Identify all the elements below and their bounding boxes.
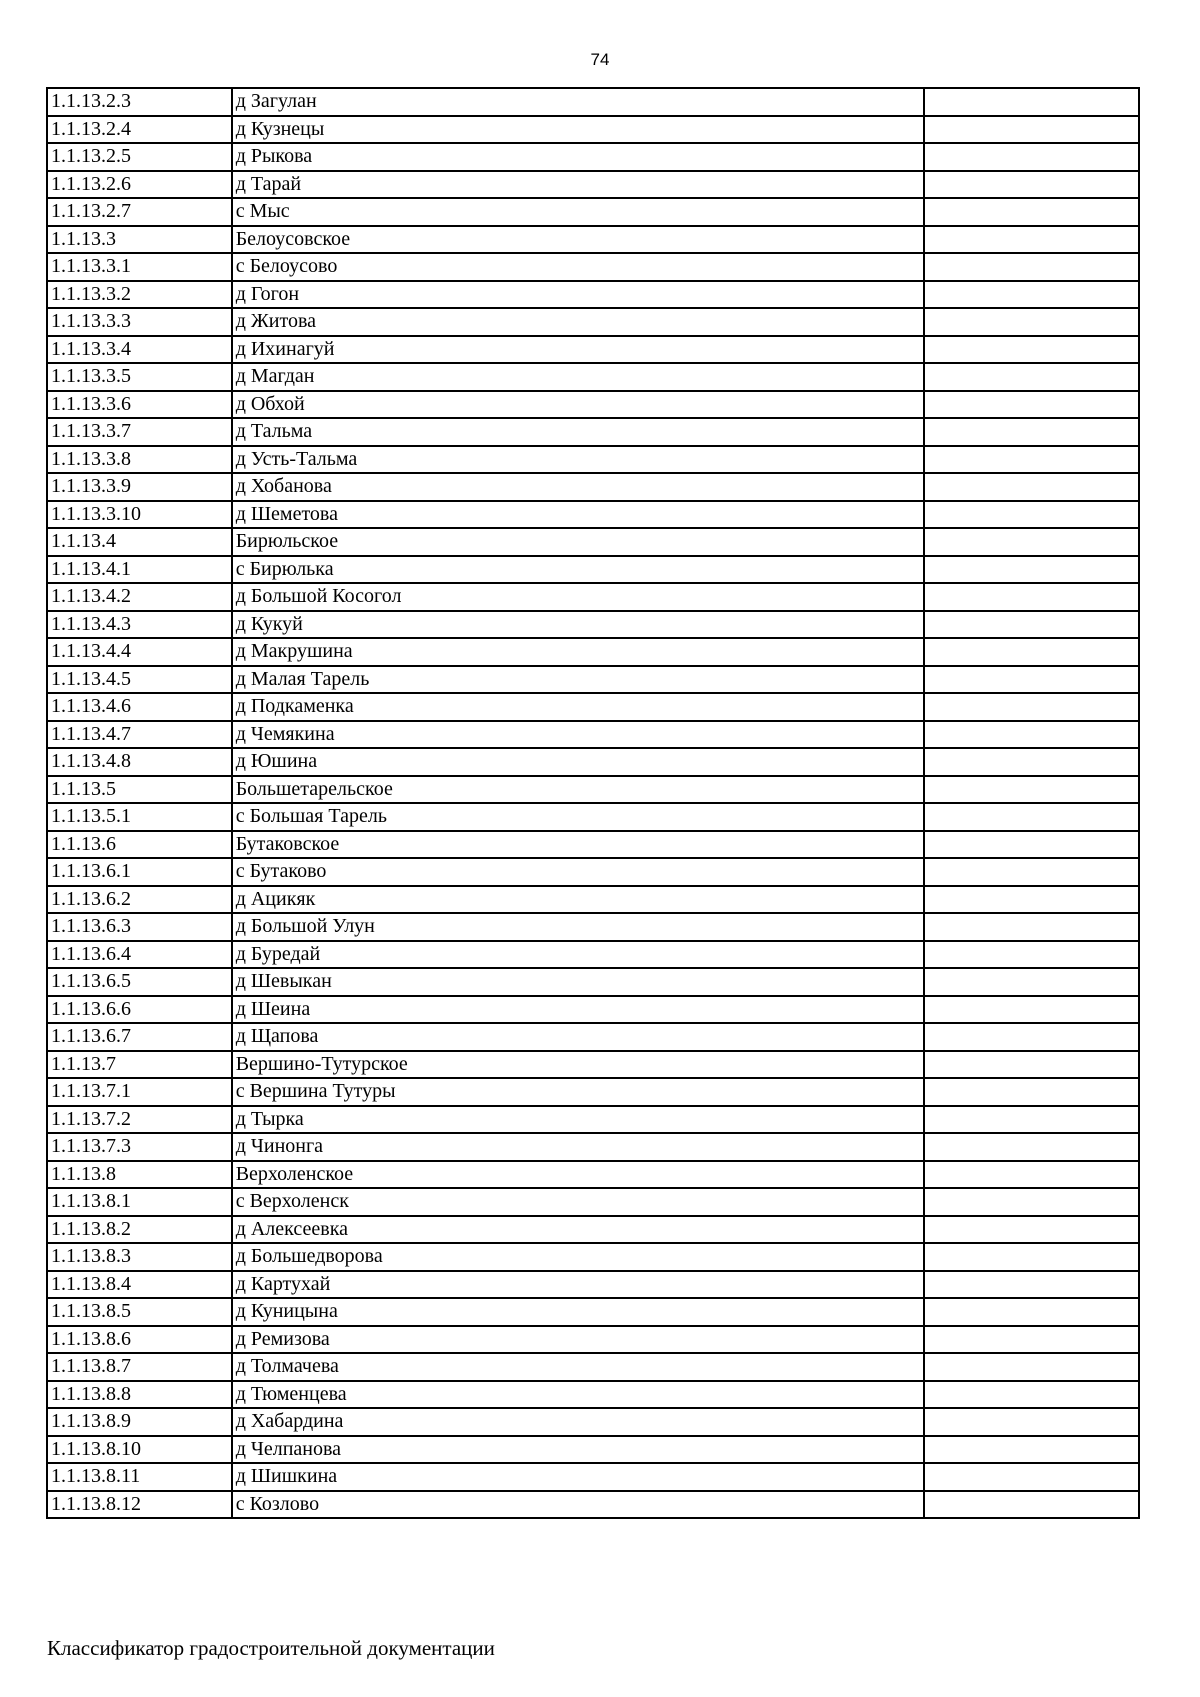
empty-cell	[924, 803, 1139, 831]
empty-cell	[924, 858, 1139, 886]
name-cell: с Бутаково	[232, 858, 924, 886]
empty-cell	[924, 1271, 1139, 1299]
name-cell: д Шеина	[232, 996, 924, 1024]
code-cell: 1.1.13.2.6	[47, 171, 232, 199]
empty-cell	[924, 1051, 1139, 1079]
code-cell: 1.1.13.7.1	[47, 1078, 232, 1106]
table-row	[47, 1161, 1139, 1189]
empty-cell	[924, 1133, 1139, 1161]
code-cell: 1.1.13.7.2	[47, 1106, 232, 1134]
name-cell: с Большая Тарель	[232, 803, 924, 831]
empty-cell	[924, 748, 1139, 776]
empty-cell	[924, 1216, 1139, 1244]
table-row	[47, 1353, 1139, 1381]
name-cell: д Большой Косогол	[232, 583, 924, 611]
code-cell: 1.1.13.3.2	[47, 281, 232, 309]
empty-cell	[924, 253, 1139, 281]
code-cell: 1.1.13.3.7	[47, 418, 232, 446]
empty-cell	[924, 721, 1139, 749]
table-row	[47, 226, 1139, 254]
name-cell: д Картухай	[232, 1271, 924, 1299]
empty-cell	[924, 1298, 1139, 1326]
table-row	[47, 473, 1139, 501]
name-cell: Белоусовское	[232, 226, 924, 254]
code-cell: 1.1.13.8	[47, 1161, 232, 1189]
name-cell: д Большой Улун	[232, 913, 924, 941]
empty-cell	[924, 941, 1139, 969]
empty-cell	[924, 693, 1139, 721]
empty-cell	[924, 418, 1139, 446]
empty-cell	[924, 446, 1139, 474]
empty-cell	[924, 88, 1139, 116]
empty-cell	[924, 638, 1139, 666]
name-cell: Вершино-Тутурское	[232, 1051, 924, 1079]
name-cell: д Тюменцева	[232, 1381, 924, 1409]
empty-cell	[924, 886, 1139, 914]
name-cell: д Хобанова	[232, 473, 924, 501]
table-row	[47, 1491, 1139, 1519]
empty-cell	[924, 913, 1139, 941]
code-cell: 1.1.13.8.12	[47, 1491, 232, 1519]
name-cell: д Рыкова	[232, 143, 924, 171]
table-row	[47, 253, 1139, 281]
name-cell: д Тальма	[232, 418, 924, 446]
table-row	[47, 116, 1139, 144]
code-cell: 1.1.13.6.6	[47, 996, 232, 1024]
code-cell: 1.1.13.8.10	[47, 1436, 232, 1464]
code-cell: 1.1.13.6.3	[47, 913, 232, 941]
code-cell: 1.1.13.3	[47, 226, 232, 254]
empty-cell	[924, 1463, 1139, 1491]
code-cell: 1.1.13.8.6	[47, 1326, 232, 1354]
table-body	[47, 88, 1139, 1518]
name-cell: Бирюльское	[232, 528, 924, 556]
name-cell: д Ацикяк	[232, 886, 924, 914]
code-cell: 1.1.13.3.1	[47, 253, 232, 281]
empty-cell	[924, 363, 1139, 391]
table-row	[47, 1271, 1139, 1299]
code-cell: 1.1.13.3.4	[47, 336, 232, 364]
empty-cell	[924, 1381, 1139, 1409]
name-cell: д Кукуй	[232, 611, 924, 639]
table-row	[47, 1381, 1139, 1409]
empty-cell	[924, 171, 1139, 199]
table-row	[47, 831, 1139, 859]
code-cell: 1.1.13.2.3	[47, 88, 232, 116]
code-cell: 1.1.13.3.9	[47, 473, 232, 501]
table-row	[47, 583, 1139, 611]
name-cell: д Малая Тарель	[232, 666, 924, 694]
code-cell: 1.1.13.8.3	[47, 1243, 232, 1271]
empty-cell	[924, 583, 1139, 611]
empty-cell	[924, 226, 1139, 254]
code-cell: 1.1.13.4.4	[47, 638, 232, 666]
empty-cell	[924, 391, 1139, 419]
name-cell: д Кузнецы	[232, 116, 924, 144]
name-cell: с Козлово	[232, 1491, 924, 1519]
table-row	[47, 501, 1139, 529]
code-cell: 1.1.13.4.3	[47, 611, 232, 639]
code-cell: 1.1.13.3.10	[47, 501, 232, 529]
code-cell: 1.1.13.4.2	[47, 583, 232, 611]
table-row	[47, 308, 1139, 336]
empty-cell	[924, 198, 1139, 226]
table-row	[47, 198, 1139, 226]
table-row	[47, 1023, 1139, 1051]
name-cell: с Бирюлька	[232, 556, 924, 584]
code-cell: 1.1.13.3.6	[47, 391, 232, 419]
table-row	[47, 1326, 1139, 1354]
table-row	[47, 1133, 1139, 1161]
empty-cell	[924, 996, 1139, 1024]
table-row	[47, 143, 1139, 171]
code-cell: 1.1.13.7	[47, 1051, 232, 1079]
table-row	[47, 556, 1139, 584]
empty-cell	[924, 1188, 1139, 1216]
name-cell: с Белоусово	[232, 253, 924, 281]
code-cell: 1.1.13.6.5	[47, 968, 232, 996]
empty-cell	[924, 1161, 1139, 1189]
code-cell: 1.1.13.8.2	[47, 1216, 232, 1244]
code-cell: 1.1.13.4.6	[47, 693, 232, 721]
name-cell: д Большедворова	[232, 1243, 924, 1271]
empty-cell	[924, 1436, 1139, 1464]
table-row	[47, 1216, 1139, 1244]
table-row	[47, 1106, 1139, 1134]
code-cell: 1.1.13.4.7	[47, 721, 232, 749]
code-cell: 1.1.13.2.5	[47, 143, 232, 171]
code-cell: 1.1.13.4.1	[47, 556, 232, 584]
table-row	[47, 913, 1139, 941]
name-cell: д Шевыкан	[232, 968, 924, 996]
table-row	[47, 1243, 1139, 1271]
code-cell: 1.1.13.6	[47, 831, 232, 859]
name-cell: д Хабардина	[232, 1408, 924, 1436]
table-row	[47, 611, 1139, 639]
name-cell: д Шишкина	[232, 1463, 924, 1491]
empty-cell	[924, 1106, 1139, 1134]
name-cell: Верхоленское	[232, 1161, 924, 1189]
empty-cell	[924, 501, 1139, 529]
name-cell: д Буредай	[232, 941, 924, 969]
table-row	[47, 1408, 1139, 1436]
name-cell: с Вершина Тутуры	[232, 1078, 924, 1106]
name-cell: с Мыс	[232, 198, 924, 226]
code-cell: 1.1.13.6.7	[47, 1023, 232, 1051]
name-cell: д Юшина	[232, 748, 924, 776]
table-row	[47, 281, 1139, 309]
table-row	[47, 886, 1139, 914]
name-cell: д Тарай	[232, 171, 924, 199]
empty-cell	[924, 143, 1139, 171]
empty-cell	[924, 831, 1139, 859]
name-cell: Бутаковское	[232, 831, 924, 859]
code-cell: 1.1.13.3.8	[47, 446, 232, 474]
empty-cell	[924, 473, 1139, 501]
code-cell: 1.1.13.8.11	[47, 1463, 232, 1491]
table-row	[47, 776, 1139, 804]
table-row	[47, 363, 1139, 391]
empty-cell	[924, 968, 1139, 996]
code-cell: 1.1.13.7.3	[47, 1133, 232, 1161]
table-row	[47, 721, 1139, 749]
name-cell: д Алексеевка	[232, 1216, 924, 1244]
code-cell: 1.1.13.8.9	[47, 1408, 232, 1436]
empty-cell	[924, 281, 1139, 309]
name-cell: д Магдан	[232, 363, 924, 391]
code-cell: 1.1.13.8.8	[47, 1381, 232, 1409]
table-row	[47, 968, 1139, 996]
table-row	[47, 941, 1139, 969]
empty-cell	[924, 776, 1139, 804]
code-cell: 1.1.13.8.7	[47, 1353, 232, 1381]
table-row	[47, 171, 1139, 199]
empty-cell	[924, 1243, 1139, 1271]
empty-cell	[924, 1023, 1139, 1051]
name-cell: д Ихинагуй	[232, 336, 924, 364]
name-cell: д Толмачева	[232, 1353, 924, 1381]
table-row	[47, 391, 1139, 419]
empty-cell	[924, 1491, 1139, 1519]
name-cell: д Челпанова	[232, 1436, 924, 1464]
code-cell: 1.1.13.3.5	[47, 363, 232, 391]
empty-cell	[924, 116, 1139, 144]
empty-cell	[924, 336, 1139, 364]
name-cell: д Гогон	[232, 281, 924, 309]
name-cell: д Чемякина	[232, 721, 924, 749]
code-cell: 1.1.13.4.8	[47, 748, 232, 776]
table-row	[47, 1298, 1139, 1326]
code-cell: 1.1.13.4.5	[47, 666, 232, 694]
empty-cell	[924, 556, 1139, 584]
empty-cell	[924, 666, 1139, 694]
table-row	[47, 996, 1139, 1024]
table-row	[47, 336, 1139, 364]
table-row	[47, 748, 1139, 776]
code-cell: 1.1.13.8.5	[47, 1298, 232, 1326]
code-cell: 1.1.13.6.4	[47, 941, 232, 969]
name-cell: д Чинонга	[232, 1133, 924, 1161]
table-row	[47, 803, 1139, 831]
name-cell: д Загулан	[232, 88, 924, 116]
code-cell: 1.1.13.5.1	[47, 803, 232, 831]
table-row	[47, 446, 1139, 474]
name-cell: д Ремизова	[232, 1326, 924, 1354]
name-cell: д Обхой	[232, 391, 924, 419]
name-cell: д Щапова	[232, 1023, 924, 1051]
page-number: 74	[590, 50, 610, 69]
name-cell: д Куницына	[232, 1298, 924, 1326]
empty-cell	[924, 611, 1139, 639]
table-row	[47, 88, 1139, 116]
name-cell: д Житова	[232, 308, 924, 336]
code-cell: 1.1.13.3.3	[47, 308, 232, 336]
empty-cell	[924, 1408, 1139, 1436]
code-cell: 1.1.13.2.4	[47, 116, 232, 144]
empty-cell	[924, 1353, 1139, 1381]
name-cell: Большетарельское	[232, 776, 924, 804]
table-row	[47, 1436, 1139, 1464]
empty-cell	[924, 528, 1139, 556]
table-row	[47, 638, 1139, 666]
table-row	[47, 418, 1139, 446]
table-row	[47, 666, 1139, 694]
empty-cell	[924, 1326, 1139, 1354]
empty-cell	[924, 1078, 1139, 1106]
classifier-table	[46, 87, 1140, 1519]
table-row	[47, 858, 1139, 886]
footer-text: Классификатор градостроительной документации	[47, 1636, 495, 1660]
code-cell: 1.1.13.6.2	[47, 886, 232, 914]
name-cell: д Шеметова	[232, 501, 924, 529]
table-row	[47, 1188, 1139, 1216]
table-row	[47, 528, 1139, 556]
name-cell: д Подкаменка	[232, 693, 924, 721]
table-row	[47, 693, 1139, 721]
table-row	[47, 1051, 1139, 1079]
name-cell: д Макрушина	[232, 638, 924, 666]
code-cell: 1.1.13.8.4	[47, 1271, 232, 1299]
name-cell: с Верхоленск	[232, 1188, 924, 1216]
code-cell: 1.1.13.8.1	[47, 1188, 232, 1216]
code-cell: 1.1.13.4	[47, 528, 232, 556]
code-cell: 1.1.13.5	[47, 776, 232, 804]
code-cell: 1.1.13.6.1	[47, 858, 232, 886]
table-row	[47, 1463, 1139, 1491]
name-cell: д Тырка	[232, 1106, 924, 1134]
table-row	[47, 1078, 1139, 1106]
name-cell: д Усть-Тальма	[232, 446, 924, 474]
code-cell: 1.1.13.2.7	[47, 198, 232, 226]
empty-cell	[924, 308, 1139, 336]
